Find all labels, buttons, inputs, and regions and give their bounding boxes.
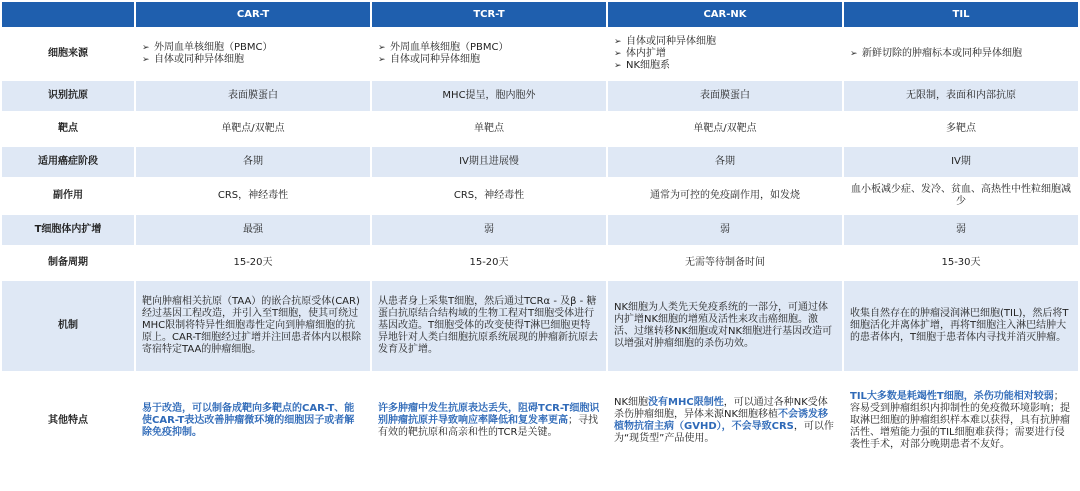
bullet-list (142, 42, 364, 66)
body-text: NK细胞 (614, 397, 649, 408)
bullet-list (378, 42, 600, 66)
header-car-nk: CAR-NK (608, 2, 842, 27)
highlight-text: 没有MHC限制性 (648, 397, 724, 408)
table-row (2, 147, 1078, 177)
body-text: ；寻找有效的靶抗原和高亲和性的TCR是关键。 (378, 415, 598, 438)
cell-til: 弱 (844, 215, 1078, 245)
table-row (2, 179, 1078, 213)
body-text: ；容易受到肿瘤组织内抑制性的免疫微环境影响；提取淋巴细胞的肿瘤组织样本难以获得，具有抗肿瘤活性、增殖能力强的TIL细胞难获得；需要进行侵袭性手术，对部分晚期患者不友好。 (850, 391, 1070, 450)
bullet-item: ➢ 自体或同种异体细胞 (378, 54, 600, 66)
row-label: 制备周期 (2, 247, 134, 279)
cell-car-nk (608, 373, 842, 469)
paragraph (850, 391, 1072, 451)
cell-tcr-t: 15-20天 (372, 247, 606, 279)
body-text: ，可以作为“现货型”产品使用。 (614, 421, 834, 444)
cell-tcr-t: CRS，神经毒性 (372, 179, 606, 213)
cell-til: IV期 (844, 147, 1078, 177)
paragraph (614, 397, 836, 445)
body-text: ，可以通过各种NK受体杀伤肿瘤细胞，异体来源NK细胞移植 (614, 397, 828, 420)
body-text: 靶向肿瘤相关抗原（TAA）的嵌合抗原受体(CAR)经过基因工程改造，并引入至T细胞，使其可绕过MHC限制将特异性细胞毒性定向到肿瘤细胞的抗原上。CAR-T细胞经过扩增并注回患者体内以根除寄宿特定TAA的肿瘤细胞。 (142, 296, 362, 355)
cell-car-t (136, 281, 370, 371)
table-row (2, 81, 1078, 111)
body-text: NK细胞为人类先天免疫系统的一部分，可通过体内扩增NK细胞的增殖及活性来攻击癌细胞。激活、过继转移NK细胞或对NK细胞进行基因改造可以增强对肿瘤细胞的杀伤功效。 (614, 302, 833, 349)
table-row (2, 281, 1078, 371)
bullet-item: ➢ NK细胞系 (614, 60, 836, 72)
bullet-list (850, 48, 1072, 60)
cell-til (844, 373, 1078, 469)
cell-car-t: 最强 (136, 215, 370, 245)
cell-car-nk (608, 29, 842, 79)
cell-til: 15-30天 (844, 247, 1078, 279)
cell-car-nk (608, 281, 842, 371)
cell-car-t: CRS，神经毒性 (136, 179, 370, 213)
table-row (2, 215, 1078, 245)
bullet-item: ➢ 外周血单核细胞（PBMC） (142, 42, 364, 54)
cell-car-nk: 通常为可控的免疫副作用，如发烧 (608, 179, 842, 213)
row-label: 靶点 (2, 113, 134, 145)
cell-car-t (136, 29, 370, 79)
paragraph (378, 403, 600, 439)
cell-til: 多靶点 (844, 113, 1078, 145)
bullet-item: ➢ 体内扩增 (614, 48, 836, 60)
cell-car-nk: 单靶点/双靶点 (608, 113, 842, 145)
cell-til: 无限制，表面和内部抗原 (844, 81, 1078, 111)
cell-til (844, 281, 1078, 371)
cell-car-nk: 各期 (608, 147, 842, 177)
highlight-text: 许多肿瘤中发生抗原表达丢失，阻碍TCR-T细胞识别肿瘤抗原并导致响应率降低和复发率更高 (378, 403, 600, 426)
cell-car-t: 各期 (136, 147, 370, 177)
cell-tcr-t: 单靶点 (372, 113, 606, 145)
paragraph (850, 308, 1072, 344)
bullet-item: ➢ 自体或同种异体细胞 (614, 36, 836, 48)
cell-car-t (136, 373, 370, 469)
row-label: T细胞体内扩增 (2, 215, 134, 245)
bullet-item: ➢ 新鲜切除的肿瘤标本或同种异体细胞 (850, 48, 1072, 60)
cell-car-nk: 弱 (608, 215, 842, 245)
row-label: 识别抗原 (2, 81, 134, 111)
table-row (2, 247, 1078, 279)
cell-til: 血小板减少症、发冷、贫血、高热性中性粒细胞减少 (844, 179, 1078, 213)
body-text: 从患者身上采集T细胞，然后通过TCRα - 及β - 糖蛋白抗原结合结构域的生物工程对T细胞受体进行基因改造。T细胞受体的改变使得T淋巴细胞更特异地针对人类白细胞抗原系统展现的肿瘤新抗原去发育及扩增。 (378, 296, 598, 355)
highlight-text: TIL大多数是耗竭性T细胞，杀伤功能相对较弱 (850, 391, 1054, 402)
paragraph (614, 302, 836, 350)
cell-tcr-t: 弱 (372, 215, 606, 245)
paragraph (142, 403, 364, 439)
paragraph (142, 296, 364, 356)
cell-car-nk: 无需等待制备时间 (608, 247, 842, 279)
cell-car-t: 15-20天 (136, 247, 370, 279)
cell-tcr-t: MHC提呈，胞内胞外 (372, 81, 606, 111)
table-row (2, 29, 1078, 79)
cell-til (844, 29, 1078, 79)
cell-car-nk: 表面膜蛋白 (608, 81, 842, 111)
header-tcr-t: TCR-T (372, 2, 606, 27)
row-label: 机制 (2, 281, 134, 371)
header-til: TIL (844, 2, 1078, 27)
cell-tcr-t (372, 373, 606, 469)
table-header (2, 2, 1078, 27)
row-label: 适用癌症阶段 (2, 147, 134, 177)
cell-tcr-t (372, 29, 606, 79)
header-car-t: CAR-T (136, 2, 370, 27)
row-label: 细胞来源 (2, 29, 134, 79)
cell-car-t: 表面膜蛋白 (136, 81, 370, 111)
body-text: 收集自然存在的肿瘤浸润淋巴细胞(TIL)，然后将T细胞活化并离体扩增，再将T细胞注入淋巴结肿大的患者体内，T细胞于患者体内寻找并消灭肿瘤。 (850, 308, 1069, 343)
row-label: 其他特点 (2, 373, 134, 469)
header-corner (2, 2, 134, 27)
row-label: 副作用 (2, 179, 134, 213)
cell-tcr-t: IV期且进展慢 (372, 147, 606, 177)
table-row (2, 373, 1078, 469)
bullet-item: ➢ 外周血单核细胞（PBMC） (378, 42, 600, 54)
bullet-list (614, 36, 836, 72)
highlight-text: 不会诱发移植物抗宿主病（GVHD），不会导致CRS (614, 409, 829, 432)
highlight-text: 易于改造，可以制备成靶向多靶点的CAR-T、能使CAR-T表达改善肿瘤微环境的细胞因子或者解除免疫抑制。 (142, 403, 355, 438)
cell-tcr-t (372, 281, 606, 371)
table-body (2, 29, 1078, 469)
header-row (2, 2, 1078, 27)
bullet-item: ➢ 自体或同种异体细胞 (142, 54, 364, 66)
table-row (2, 113, 1078, 145)
paragraph (378, 296, 600, 356)
cell-car-t: 单靶点/双靶点 (136, 113, 370, 145)
